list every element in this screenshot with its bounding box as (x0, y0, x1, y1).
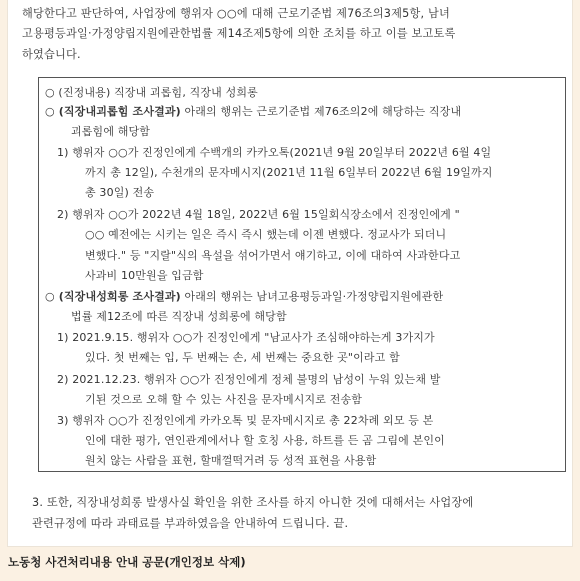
document-scan (8, 0, 572, 546)
complaint-content-line: ○ (진정내용) 직장내 괴롭힘, 직장내 성희롱 (45, 86, 258, 99)
sexual-harassment-item-3: 3) 행위자 ○○가 진정인에게 카카오톡 및 문자메시지로 총 22차례 외모 등 본 (57, 414, 434, 427)
outro-line-2: 관련규정에 따라 과태료를 부과하였음을 안내하여 드립니다. 끝. (32, 517, 349, 530)
sexual-harassment-result-heading (45, 287, 443, 306)
harassment-item-1-cont-1: 까지 총 12일), 수천개의 문자메시지(2021년 11월 6일부터 2022년 6월 19일까지 (85, 166, 493, 179)
harassment-item-1: 1) 행위자 ○○가 진정인에게 수백개의 카카오톡(2021년 9월 20일부터 2022년 6월 4일 (57, 146, 492, 159)
harassment-item-2-cont-3: 사과비 10만원을 입금함 (85, 269, 204, 282)
harassment-item-2-cont-2: 변했다." 등 "지랄"식의 욕설을 섞어가면서 얘기하고, 이에 대하여 사과한다고 (85, 249, 461, 262)
harassment-result-cont: 괴롭힘에 해당함 (71, 125, 151, 138)
sexual-harassment-item-3-cont-2: 원치 않는 사람을 표현, 할매껄떡거려 등 성적 표현을 사용함 (85, 454, 377, 467)
harassment-result-heading (45, 102, 461, 121)
harassment-item-2-cont-1: ○○ 예전에는 시키는 일은 즉시 즉시 했는데 이젠 변했다. 정교사가 되더니 (85, 228, 447, 241)
intro-line-3: 하였습니다. (22, 48, 81, 61)
sexual-harassment-result-cont: 법률 제12조에 따른 직장내 성희롱에 해당함 (71, 310, 287, 323)
findings-box (38, 77, 566, 472)
sexual-harassment-item-1: 1) 2021.9.15. 행위자 ○○가 진정인에게 "남교사가 조심해야하는게 3가지가 (57, 331, 435, 344)
harassment-result-text: 아래의 행위는 근로기준법 제76조의2에 해당하는 직장내 (180, 105, 462, 118)
sexual-harassment-item-2: 2) 2021.12.23. 행위자 ○○가 진정인에게 정체 불명의 남성이 누워 있는채 발 (57, 373, 441, 386)
image-caption: 노동청 사건처리내용 안내 공문(개인정보 삭제) (8, 555, 246, 569)
harassment-item-1-cont-2: 총 30일) 전송 (85, 186, 155, 199)
harassment-result-label: ○ (직장내괴롭힘 조사결과) (45, 105, 181, 118)
sexual-harassment-item-1-cont: 있다. 첫 번째는 입, 두 번째는 손, 세 번째는 중요한 곳"이라고 함 (85, 351, 400, 364)
intro-line-2: 고용평등과일·가정양립지원에관한법률 제14조제5항에 의한 조치를 하고 이를 보고토록 (22, 27, 456, 40)
outro-line-1: 3. 또한, 직장내성희롱 발생사실 확인을 위한 조사를 하지 아니한 것에 대해서는 사업장에 (32, 496, 474, 509)
sexual-harassment-result-text: 아래의 행위는 남녀고용평등과일·가정양립지원에관한 (180, 290, 444, 303)
sexual-harassment-item-2-cont: 기된 것으로 오해 할 수 있는 사진을 문자메시지로 전송함 (85, 393, 363, 406)
harassment-item-2: 2) 행위자 ○○가 2022년 4월 18일, 2022년 6월 15일회식장소에서 진정인에게 " (57, 208, 460, 221)
intro-line-1: 해당한다고 판단하여, 사업장에 행위자 ○○에 대해 근로기준법 제76조의3제5항, 남녀 (22, 7, 450, 20)
sexual-harassment-item-3-cont-1: 인에 대한 평가, 연인관계에서나 할 호칭 사용, 하트를 든 곰 그림에 본인이 (85, 434, 445, 447)
sexual-harassment-result-label: ○ (직장내성희롱 조사결과) (45, 290, 181, 303)
